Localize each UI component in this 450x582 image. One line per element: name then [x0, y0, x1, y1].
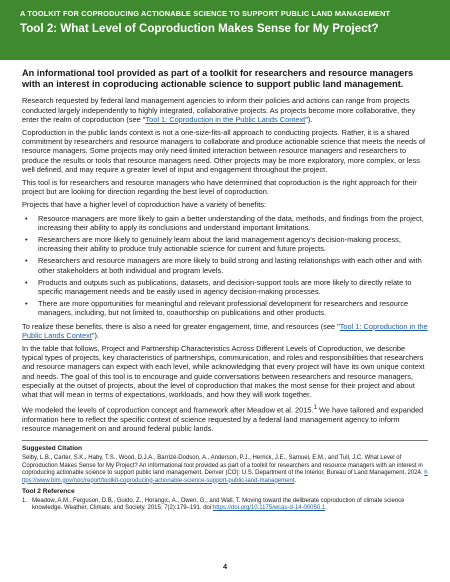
tool-purpose-paragraph: This tool is for researchers and resource managers who have determined that coproduction is the right approach for their project but are looking for direction regarding the best level of coproduction. [22, 178, 417, 197]
tool1-link-2[interactable]: Tool 1: Coproduction in the Public Lands Context [22, 321, 428, 340]
list-item: • There are more opportunities for meaningful and relevant professional development for researchers and resource managers, including, but not limited to, coauthorship on publications and other products. [22, 299, 428, 317]
list-item: • Researchers and resource managers are more likely to build strong and lasting relationships with each other and with other stakeholders at both individual and program levels. [22, 256, 428, 274]
citation-text: Selby, L.B., Carter, S.K., Haby, T.S., Wood, D.J.A., Barrizé-Dodson, A., Anderson, P.J., Herrick, J.E., Samuel, E.M., and Tull, J.C. What Level of Coproduction Makes Sense for My Project? An informational tool provided as part of a toolkit for researchers and resource managers with an interest in coproducing actionable science to support public land management. Denver (CO): U.S. Department of the Interior, Bureau of Land Management, 2024. https://www.blm.gov/noc/report/toolkit-coproducing-actionable-science-support-public-land-management. [22, 455, 428, 484]
benefits-intro: Projects that have a higher level of coproduction have a variety of benefits: [22, 200, 267, 210]
list-item: • Researchers are more likely to genuinely learn about the land management agency's decision-making process, increasing their ability to produce truly actionable science for current and future projects. [22, 235, 428, 253]
footnote-marker: 1 [313, 404, 317, 412]
benefits-list [22, 214, 428, 318]
intro-paragraph: Research requested by federal land management agencies to inform their policies and actions can range from projects conducted largely independently to highly integrated, collaborative projects. As projects become more collaborative, they enter the realm of coproduction (see "Tool 1: Coproduction in the Public Lands Context"). [22, 96, 416, 124]
lead-paragraph: An informational tool provided as part of a toolkit for researchers and resource managers with an interest in coproducing actionable science to support public land management. [22, 68, 414, 90]
tool1-link[interactable]: Tool 1: Coproduction in the Public Lands Context [145, 114, 306, 124]
toolkit-kicker: A TOOLKIT FOR COPRODUCING ACTIONABLE SCIENCE TO SUPPORT PUBLIC LAND MANAGEMENT [20, 9, 391, 18]
list-item: • Resource managers are more likely to gain a better understanding of the data, methods, and findings from the project, increasing their ability to apply its conclusions and understand important limitations. [22, 214, 428, 232]
coproduction-context-paragraph: Coproduction in the public lands context is not a one-size-fits-all approach to conducting projects. Rather, it is a shared commitment by researchers and resource managers to collaborate and produce actionable science that meets the needs of resource managers. Some projects may only need limited interaction between resource managers and researchers to produce the results or tools that resource managers need. Other projects may be more exploratory, more complex, or less well defined, and may require a greater level of input and engagement throughout the project. [22, 128, 426, 174]
benefits-cost-paragraph: To realize these benefits, there is also a need for greater engagement, time, and resources (see "Tool 1: Coproduction in the Public Lands Context"). [22, 321, 428, 340]
reference-number: 1. [22, 498, 28, 504]
page-number: 4 [222, 562, 228, 571]
citation-heading: Suggested Citation [22, 445, 83, 453]
doi-link[interactable]: https://doi.org/10.1175/wcas-d-14-00050.1 [212, 505, 326, 512]
header-banner [0, 0, 450, 60]
section-divider [22, 440, 428, 441]
table-intro-paragraph: In the table that follows, Project and Partnership Characteristics Across Different Levels of Coproduction, we describe typical types of projects, key characteristics of partnerships, communication, and roles and responsibilities that researchers and resource managers can expect with each level, while acknowledging that every project will have its own unique context and needs. The goal of this tool is to encourage and guide conversations between researchers and resource managers, especially at the outset of projects, about the level of coproduction that makes the most sense for their project and about what that will mean in terms of expectations, workloads, and how they will work together. [22, 344, 425, 400]
page-title: Tool 2: What Level of Coproduction Makes Sense for My Project? [20, 22, 379, 35]
framework-paragraph: We modeled the levels of coproduction concept and framework after Meadow et al. 2015.$^1$ We have tailored and expanded information here to reflect the specific context of science requested by a federal land management agency to inform resource management on and around federal public lands. [22, 404, 424, 434]
citation-link[interactable]: https://www.blm.gov/noc/report/toolkit-coproducing-actionable-science-support-public-land-management [22, 470, 428, 484]
reference-item: 1. Meadow, A.M., Ferguson, D.B., Guido, Z., Horangic, A., Owen, G., and Wall, T. Moving toward the deliberate coproduction of climate science knowledge. Weather, Climate, and Society. 2015; 7(2):179–191. doi:https://doi.org/10.1175/wcas-d-14-00050.1. [22, 498, 405, 512]
list-item: • Products and outputs such as publications, datasets, and decision-support tools are more likely to directly relate to specific management needs and be easily used in agency decision-making processes. [22, 278, 428, 296]
reference-heading: Tool 2 Reference [22, 488, 75, 495]
document-body [0, 60, 450, 513]
